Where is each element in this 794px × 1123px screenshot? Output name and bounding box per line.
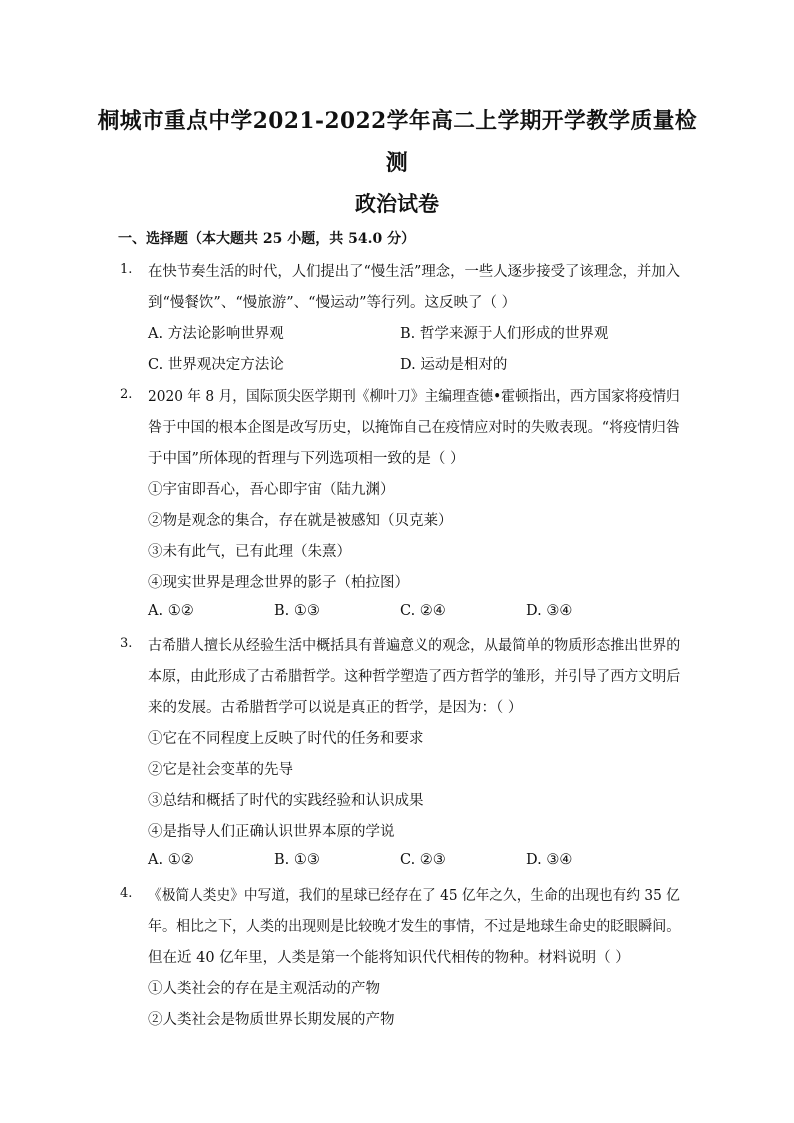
question-text-line: 咎于中国的根本企图是改写历史，以掩饰自己在疫情应对时的失败表现。“将疫情归咎	[148, 420, 680, 436]
question-text-line: 在快节奏生活的时代，人们提出了“慢生活”理念，一些人逐步接受了该理念，并加入	[148, 264, 680, 280]
question-number: 2.	[120, 387, 133, 402]
option-d: D. ③④	[526, 852, 573, 868]
question-text-line: 但在近 40 亿年里，人类是第一个能将知识代代相传的物种。材料说明（ ）	[148, 950, 630, 966]
statement: ②人类社会是物质世界长期发展的产物	[148, 1012, 395, 1028]
option-b: B. ①③	[274, 603, 320, 619]
option-b: B. ①③	[274, 852, 320, 868]
question-text-line: 《极简人类史》中写道，我们的星球已经存在了 45 亿年之久，生命的出现也有约 35 亿	[148, 888, 680, 904]
question-number: 4.	[120, 886, 133, 901]
option-c: C. ②③	[400, 852, 446, 868]
option-a: A. ①②	[148, 852, 194, 868]
option-c: C. ②④	[400, 603, 446, 619]
statement: ①它在不同程度上反映了时代的任务和要求	[148, 731, 424, 747]
statement: ①人类社会的存在是主观活动的产物	[148, 981, 380, 997]
option-d: D. ③④	[526, 603, 573, 619]
statement: ③未有此气，已有此理（朱熹）	[148, 544, 351, 560]
question-text-line: 古希腊人擅长从经验生活中概括具有普遍意义的观念，从最简单的物质形态推出世界的	[148, 638, 681, 654]
option-c: C. 世界观决定方法论	[148, 357, 284, 373]
option-a: A. ①②	[148, 603, 194, 619]
subtitle: 政治试卷	[355, 191, 439, 216]
statement: ④现实世界是理念世界的影子（柏拉图）	[148, 575, 409, 591]
statement: ②它是社会变革的先导	[148, 762, 293, 778]
question-number: 3.	[120, 636, 133, 651]
option-b: B. 哲学来源于人们形成的世界观	[400, 326, 609, 342]
statement: ③总结和概括了时代的实践经验和认识成果	[148, 793, 424, 809]
title-line-1: 桐城市重点中学2021-2022学年高二上学期开学教学质量检	[97, 108, 697, 134]
option-d: D. 运动是相对的	[400, 357, 508, 373]
title-line-2: 测	[385, 150, 409, 176]
statement: ①宇宙即吾心，吾心即宇宙（陆九渊）	[148, 482, 395, 498]
question-text-line: 于中国”所体现的哲理与下列选项相一致的是（ ）	[148, 451, 465, 467]
statement: ④是指导人们正确认识世界本原的学说	[148, 824, 395, 840]
question-text-line: 年。相比之下，人类的出现则是比较晚才发生的事情，不过是地球生命史的眨眼瞬间。	[148, 919, 681, 935]
statement: ②物是观念的集合，存在就是被感知（贝克莱）	[148, 513, 453, 529]
question-number: 1.	[120, 262, 133, 277]
section-header: 一、选择题（本大题共 25 小题，共 54.0 分）	[118, 231, 416, 247]
question-text-line: 本原，由此形成了古希腊哲学。这种哲学塑造了西方哲学的雏形，并引导了西方文明后	[148, 669, 681, 685]
question-text-line: 来的发展。古希腊哲学可以说是真正的哲学，是因为：（ ）	[148, 700, 523, 716]
question-text-line: 2020 年 8 月，国际顶尖医学期刊《柳叶刀》主编理查德•霍顿指出，西方国家将疫情归	[148, 389, 680, 405]
question-text-line: 到“慢餐饮”、“慢旅游”、“慢运动”等行列。这反映了（ ）	[148, 295, 517, 311]
option-a: A. 方法论影响世界观	[148, 326, 284, 342]
